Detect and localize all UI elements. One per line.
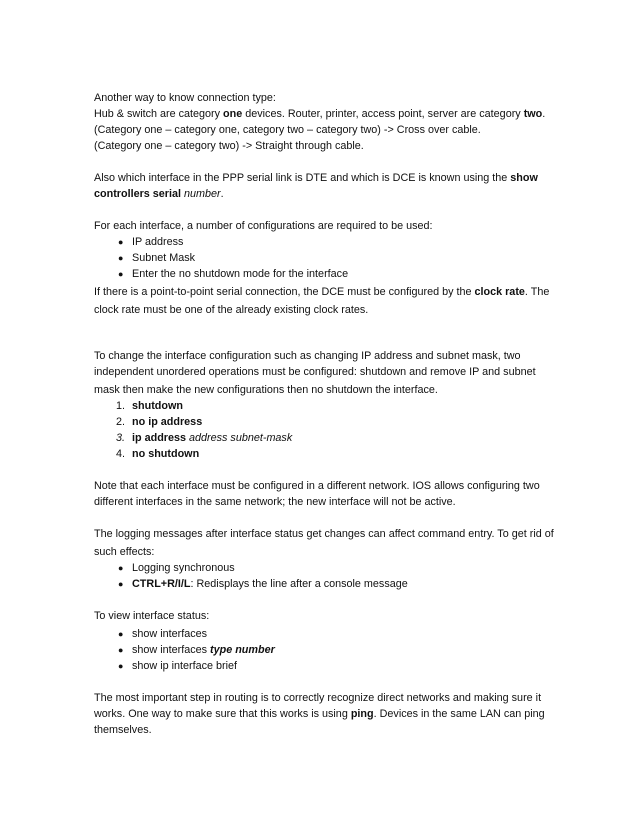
text: Another way to know connection type:: [94, 92, 276, 104]
text: such effects:: [94, 546, 155, 558]
list-item: [132, 626, 207, 642]
text-line: [94, 106, 545, 122]
bullet-icon: ●: [118, 629, 124, 639]
list-item: [132, 658, 237, 674]
list-number: 3.: [116, 432, 126, 444]
text: mask then make the new configurations then no shutdown the interface.: [94, 384, 438, 396]
text-line: [94, 364, 536, 380]
text: If there is a point-to-point serial connection, the DCE must be configured by the: [94, 286, 475, 298]
text: show interfaces: [132, 628, 208, 640]
text: . The: [524, 286, 550, 298]
text: To change the interface configuration such as changing IP address and subnet mask, two: [94, 350, 521, 362]
text-line: [94, 348, 521, 364]
text: show interfaces: [132, 644, 211, 656]
text: works. One way to make sure that this works is using: [94, 708, 351, 720]
bullet-icon: ●: [118, 645, 124, 655]
bold-text: two: [523, 108, 543, 120]
list-item: [132, 576, 408, 592]
text-line: [94, 494, 456, 510]
bullet-icon: ●: [118, 661, 124, 671]
list-item: [132, 250, 195, 266]
text-line: [94, 478, 540, 494]
text: The logging messages after interface status get changes can affect command entry. To get rid of: [94, 528, 554, 540]
text: .: [220, 188, 224, 200]
text: .: [542, 108, 546, 120]
list-item: [132, 446, 199, 462]
bold-text: ip address: [132, 432, 187, 444]
text: Enter the no shutdown mode for the interface: [132, 268, 349, 280]
bullet-icon: ●: [118, 237, 124, 247]
list-item: [132, 266, 348, 282]
text: : Redisplays the line after a console message: [190, 578, 408, 590]
text-line: [94, 690, 541, 706]
text: Note that each interface must be configured in a different network. IOS allows configuring two: [94, 480, 540, 492]
bold-text: CTRL+R/I/L: [132, 578, 191, 590]
list-number: 2.: [116, 416, 126, 428]
bold-text: shutdown: [132, 400, 183, 412]
bold-text: ping: [350, 708, 374, 720]
bullet-icon: ●: [118, 269, 124, 279]
text: For each interface, a number of configurations are required to be used:: [94, 220, 433, 232]
list-item: [132, 414, 202, 430]
text-line: [94, 722, 152, 738]
text: Hub & switch are category: [94, 108, 224, 120]
text: independent unordered operations must be configured: shutdown and remove IP and subnet: [94, 366, 536, 378]
text-line: [94, 544, 154, 560]
text: Subnet Mask: [132, 252, 196, 264]
bold-text: no ip address: [132, 416, 203, 428]
text: devices. Router, printer, access point, server are category: [242, 108, 524, 120]
text: Also which interface in the PPP serial link is DTE and which is DCE is known using the: [94, 172, 511, 184]
text: The most important step in routing is to correctly recognize direct networks and making sure it: [94, 692, 542, 704]
text: Logging synchronous: [132, 562, 235, 574]
bullet-icon: ●: [118, 579, 124, 589]
bullet-icon: ●: [118, 563, 124, 573]
bold-text: show: [510, 172, 538, 184]
bold-text: one: [223, 108, 243, 120]
list-item: [132, 560, 235, 576]
text-line: [94, 90, 276, 106]
list-item: [132, 430, 292, 446]
list-number: 4.: [116, 448, 126, 460]
text-line: [94, 526, 554, 542]
bullet-icon: ●: [118, 253, 124, 263]
text: . Devices in the same LAN can ping: [373, 708, 545, 720]
text: To view interface status:: [94, 610, 210, 622]
text-line: [94, 302, 368, 318]
text-line: [94, 218, 433, 234]
italic-text: number: [181, 188, 221, 200]
text: different interfaces in the same network; the new interface will not be active.: [94, 496, 456, 508]
bold-italic-text: type number: [210, 644, 275, 656]
text-line: [94, 608, 209, 624]
text-line: [94, 382, 438, 398]
text: clock rate must be one of the already existing clock rates.: [94, 304, 369, 316]
text-line: [94, 138, 364, 154]
text: (Category one – category one, category two – category two) -> Cross over cable.: [94, 124, 481, 136]
list-item: [132, 398, 183, 414]
list-number: 1.: [116, 400, 126, 412]
bold-text: controllers serial: [94, 188, 182, 200]
text: IP address: [132, 236, 184, 248]
text: (Category one – category two) -> Straight through cable.: [94, 140, 364, 152]
text: themselves.: [94, 724, 152, 736]
list-item: [132, 642, 275, 658]
list-item: [132, 234, 183, 250]
bold-text: clock rate: [474, 286, 525, 298]
text-line: [94, 122, 481, 138]
bold-text: no shutdown: [132, 448, 200, 460]
text: show ip interface brief: [132, 660, 238, 672]
text-line: [94, 706, 545, 722]
text-line: [94, 186, 224, 202]
text-line: [94, 284, 549, 300]
italic-text: address subnet-mask: [186, 432, 293, 444]
text-line: [94, 170, 538, 186]
